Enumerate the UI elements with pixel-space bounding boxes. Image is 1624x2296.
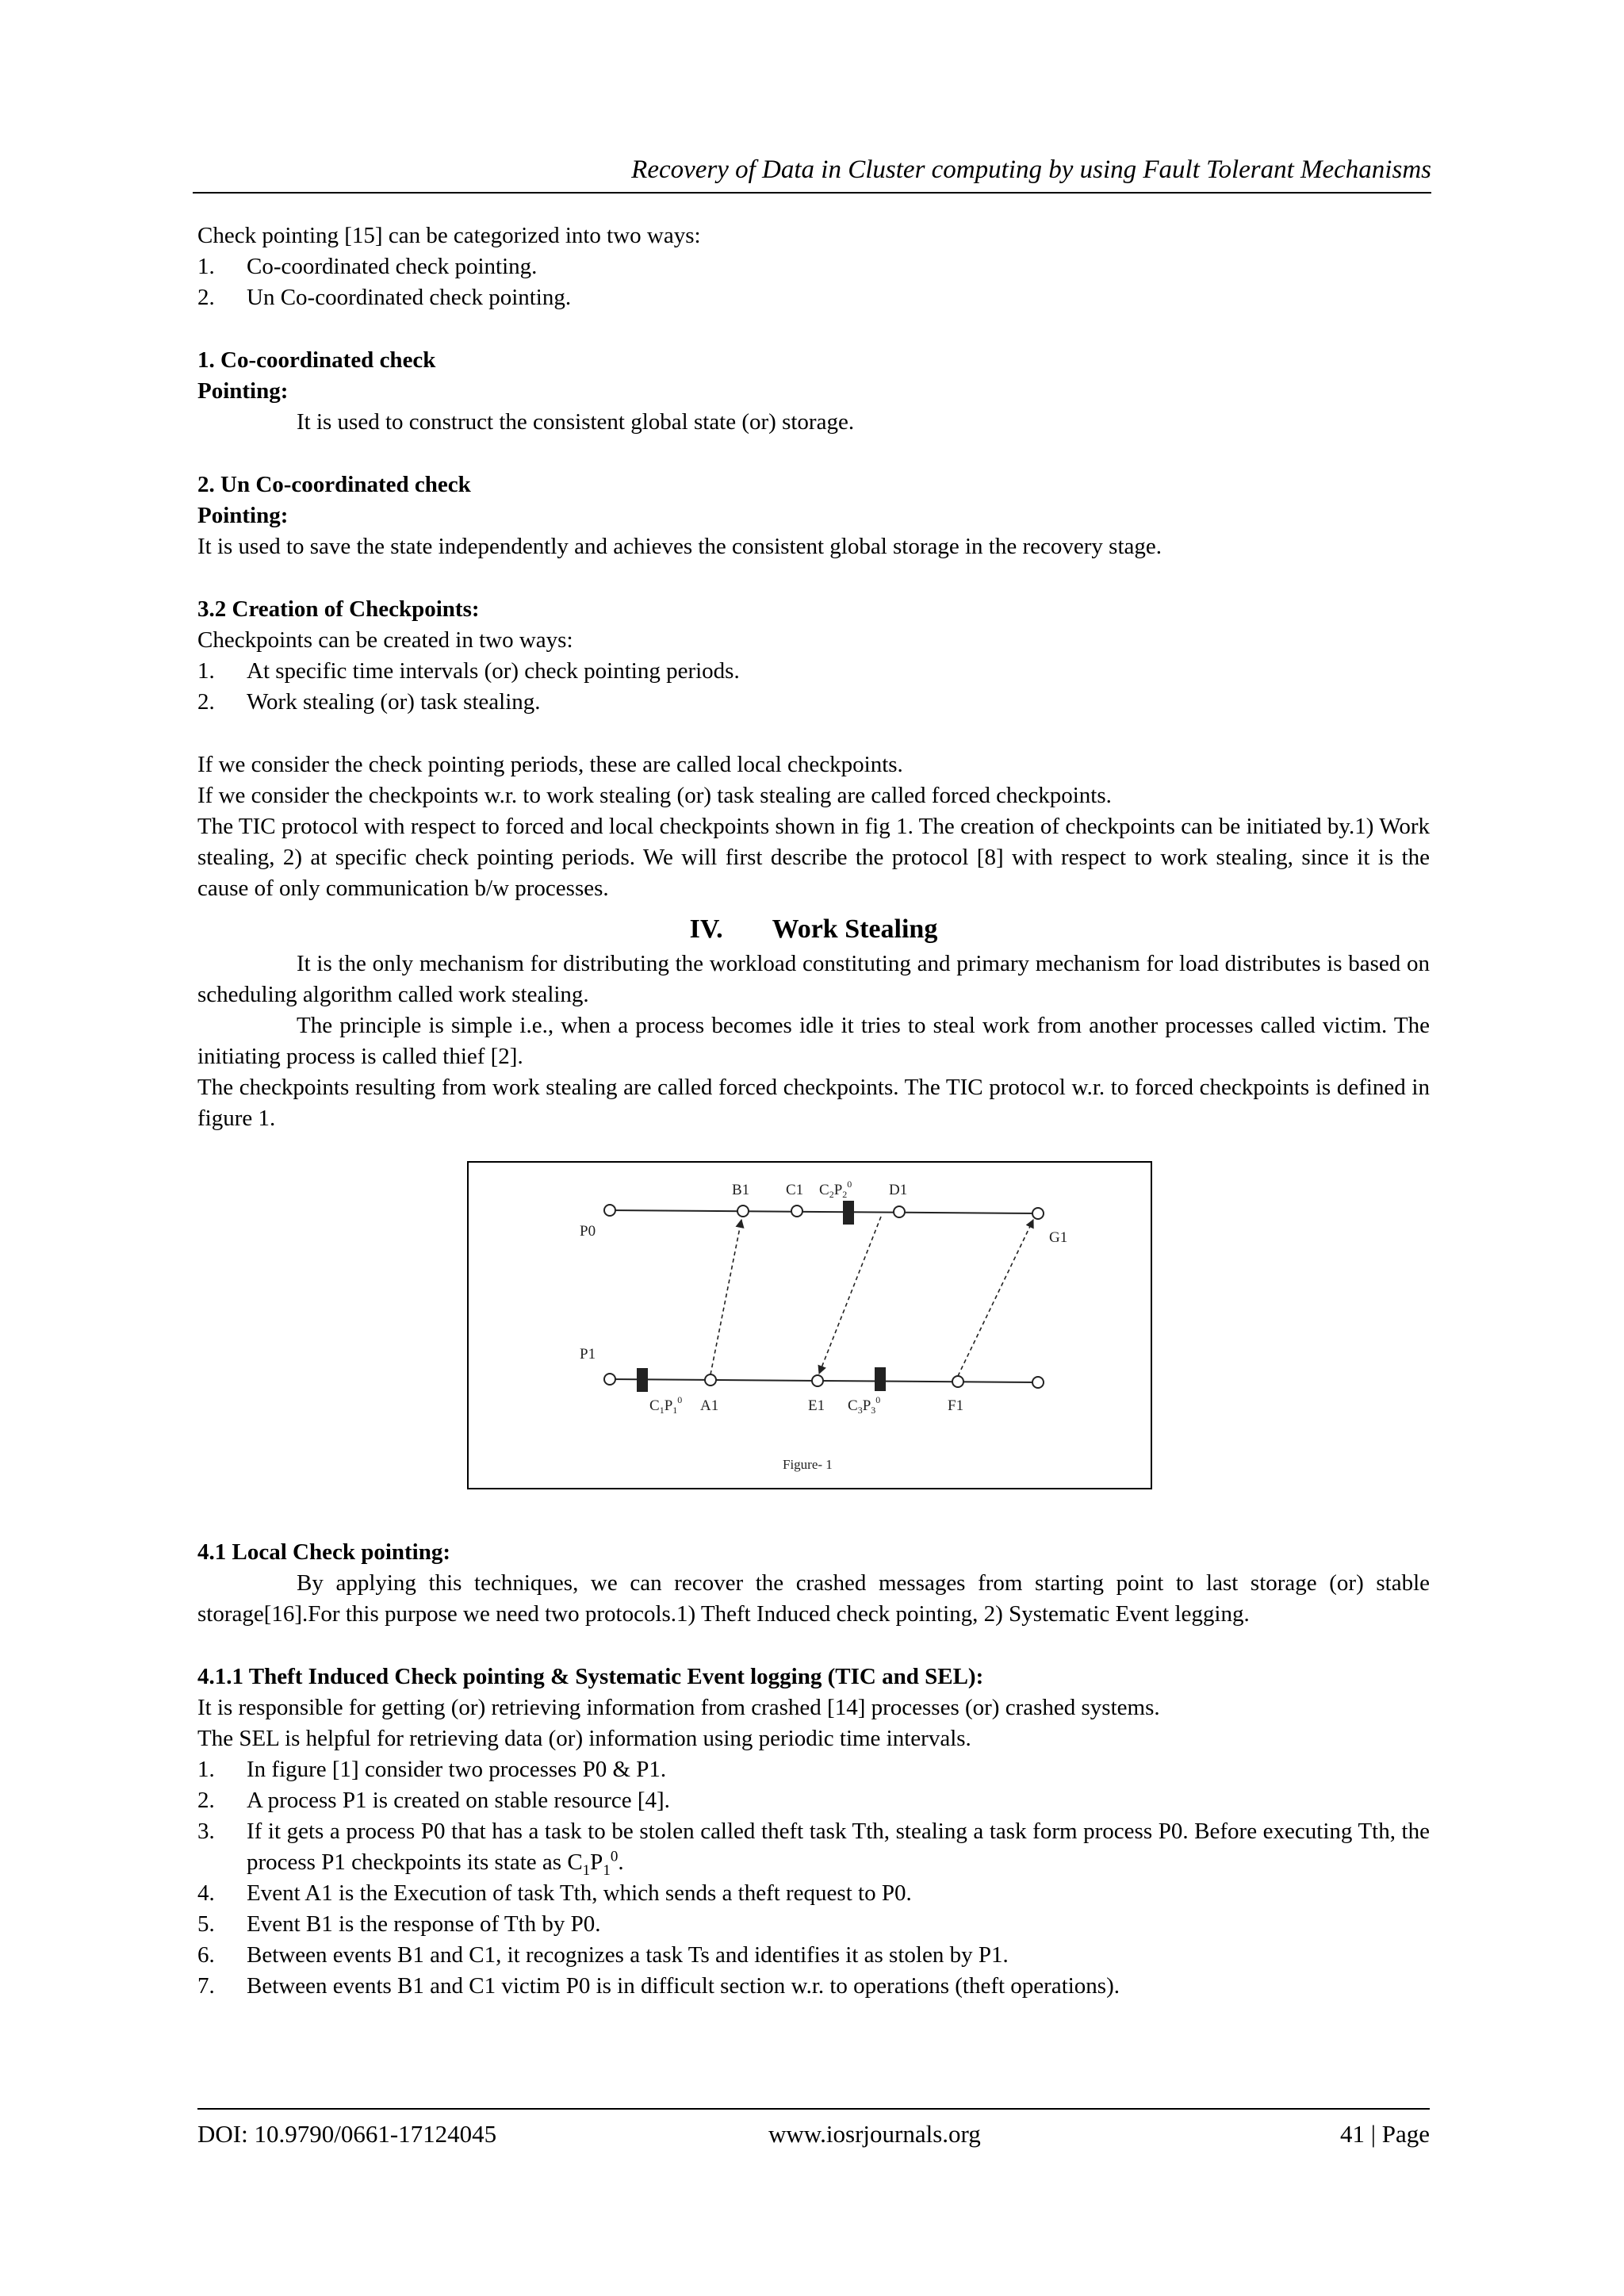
list-text: Between events B1 and C1, it recognizes a task Ts and identifies it as stolen by P1.	[247, 1942, 1009, 1968]
checkpoint-c2p2	[843, 1201, 854, 1225]
list-text: If it gets a process P0 that has a task to be stolen called theft task Tth, stealing a task form process P0. Before executing Tth, the process P1 checkpoints its state as	[247, 1819, 1430, 1875]
list-number: 1.	[197, 658, 215, 684]
intro-line: Check pointing [15] can be categorized into two ways:	[197, 223, 701, 248]
uncoordinated-text: It is used to save the state independently and achieves the consistent global storage in the recovery stage.	[197, 534, 1162, 559]
event-e1	[812, 1375, 823, 1386]
list-item	[197, 687, 1430, 718]
label-f1: F1	[948, 1397, 964, 1414]
creation-heading: 3.2 Creation of Checkpoints:	[197, 596, 480, 622]
list-number: 2.	[197, 285, 215, 310]
event-d1	[894, 1206, 905, 1217]
list-text: Work stealing (or) task stealing.	[247, 689, 541, 715]
local-cp-text: By applying this techniques, we can recover the crashed messages from starting point to last storage (or) stable storage[16].For this purpose we need two protocols.1) Theft Induced check pointing, 2) Systematic Event legging.	[197, 1570, 1430, 1627]
label-c2p2: $C_2P_2^0$	[819, 1179, 852, 1200]
list-text: Un Co-coordinated check pointing.	[247, 285, 572, 310]
list-item	[197, 1816, 1430, 1878]
label-g1: G1	[1049, 1229, 1068, 1246]
page-body	[197, 220, 1430, 2002]
list-number: 5.	[197, 1911, 215, 1937]
event-a1	[705, 1374, 716, 1386]
message-a1-to-b1	[710, 1220, 741, 1374]
work-stealing-para-1: It is the only mechanism for distributing the workload constituting and primary mechanism for load distributes is based on scheduling algorithm called work stealing.	[197, 951, 1430, 1007]
list-item	[197, 1878, 1430, 1909]
list-number: 3.	[197, 1819, 215, 1844]
checkpoint-state-notation: $C_1P_1^0$.	[567, 1848, 624, 1879]
running-header	[193, 154, 1431, 194]
section-heading	[197, 912, 1430, 947]
checkpoint-c1p1	[637, 1368, 648, 1392]
creation-line: Checkpoints can be created in two ways:	[197, 627, 573, 653]
page-footer	[197, 2108, 1430, 2148]
label-d1: D1	[889, 1182, 908, 1198]
event-c1	[791, 1205, 802, 1217]
creation-para-1: If we consider the check pointing periods, these are called local checkpoints.	[197, 752, 903, 777]
uncoordinated-heading: 2. Un Co-coordinated check	[197, 472, 471, 497]
tic-sel-line-2: The SEL is helpful for retrieving data (or) information using periodic time intervals.	[197, 1726, 971, 1751]
checkpoint-c3p3	[875, 1367, 886, 1391]
list-item	[197, 1940, 1430, 1971]
label-p1: P1	[580, 1346, 596, 1363]
footer-website: www.iosrjournals.org	[768, 2120, 981, 2148]
section-number: IV.	[689, 914, 723, 944]
list-item	[197, 282, 1430, 313]
p0-timeline	[610, 1210, 1038, 1213]
list-item	[197, 1785, 1430, 1816]
label-c3p3: $C_3P_3^0$	[848, 1394, 881, 1416]
p1-end-event	[1032, 1377, 1044, 1388]
coordinated-subheading: Pointing:	[197, 378, 289, 404]
list-text: A process P1 is created on stable resource [4].	[247, 1788, 670, 1813]
event-f1	[952, 1376, 963, 1387]
list-number: 7.	[197, 1973, 215, 1999]
coordinated-heading: 1. Co-coordinated check	[197, 347, 436, 373]
message-d1-to-e1	[819, 1217, 881, 1374]
running-title: Recovery of Data in Cluster computing by using Fault Tolerant Mechanisms	[631, 155, 1431, 184]
list-item	[197, 1909, 1430, 1940]
list-number: 6.	[197, 1942, 215, 1968]
tic-sel-heading: 4.1.1 Theft Induced Check pointing & Systematic Event logging (TIC and SEL):	[197, 1664, 984, 1689]
work-stealing-para-3: The checkpoints resulting from work stealing are called forced checkpoints. The TIC protocol w.r. to forced checkpoints is defined in figure 1.	[197, 1075, 1430, 1131]
local-cp-heading: 4.1 Local Check pointing:	[197, 1539, 451, 1565]
list-text: Event B1 is the response of Tth by P0.	[247, 1911, 601, 1937]
section-title: Work Stealing	[772, 914, 938, 944]
list-text: Event A1 is the Execution of task Tth, which sends a theft request to P0.	[247, 1880, 912, 1906]
coordinated-text: It is used to construct the consistent global state (or) storage.	[297, 409, 855, 435]
list-text: Co-coordinated check pointing.	[247, 254, 538, 279]
tic-sel-line-1: It is responsible for getting (or) retrieving information from crashed [14] processes (or) crashed systems.	[197, 1695, 1160, 1720]
list-number: 2.	[197, 689, 215, 715]
list-item	[197, 1971, 1430, 2002]
creation-para-2: If we consider the checkpoints w.r. to work stealing (or) task stealing are called forced checkpoints.	[197, 783, 1112, 808]
list-number: 1.	[197, 1757, 215, 1782]
p1-start-event	[604, 1374, 615, 1385]
list-item	[197, 656, 1430, 687]
list-item	[197, 1754, 1430, 1785]
creation-para-3: The TIC protocol with respect to forced and local checkpoints shown in fig 1. The creation of checkpoints can be initiated by.1) Work stealing, 2) at specific check pointing periods. We will first describe the protocol [8] with respect to work stealing, since it is the cause of only communication b/w processes.	[197, 814, 1430, 901]
p0-start-event	[604, 1205, 615, 1216]
footer-doi: DOI: 10.9790/0661-17124045	[197, 2120, 497, 2148]
list-number: 1.	[197, 254, 215, 279]
uncoordinated-subheading: Pointing:	[197, 503, 289, 528]
list-text: At specific time intervals (or) check pointing periods.	[247, 658, 740, 684]
figure-1	[467, 1161, 1152, 1489]
list-text: Between events B1 and C1 victim P0 is in difficult section w.r. to operations (theft operations).	[247, 1973, 1120, 1999]
label-p0: P0	[580, 1223, 596, 1240]
list-number: 2.	[197, 1788, 215, 1813]
label-e1: E1	[808, 1397, 825, 1414]
event-g1	[1032, 1208, 1044, 1219]
label-a1: A1	[700, 1397, 719, 1414]
list-text: In figure [1] consider two processes P0 & P1.	[247, 1757, 667, 1782]
figure-caption: Figure- 1	[783, 1457, 833, 1472]
label-c1p1: $C_1P_1^0$	[649, 1394, 683, 1416]
figure-1-diagram	[469, 1163, 1151, 1488]
label-b1: B1	[732, 1182, 750, 1198]
message-f1-to-g1	[958, 1220, 1033, 1376]
list-item	[197, 251, 1430, 282]
work-stealing-para-2: The principle is simple i.e., when a process becomes idle it tries to steal work from another processes called victim. The initiating process is called thief [2].	[197, 1013, 1430, 1069]
list-number: 4.	[197, 1880, 215, 1906]
event-b1	[737, 1205, 749, 1217]
footer-page-number: 41 | Page	[1340, 2120, 1430, 2148]
label-c1: C1	[786, 1182, 804, 1198]
